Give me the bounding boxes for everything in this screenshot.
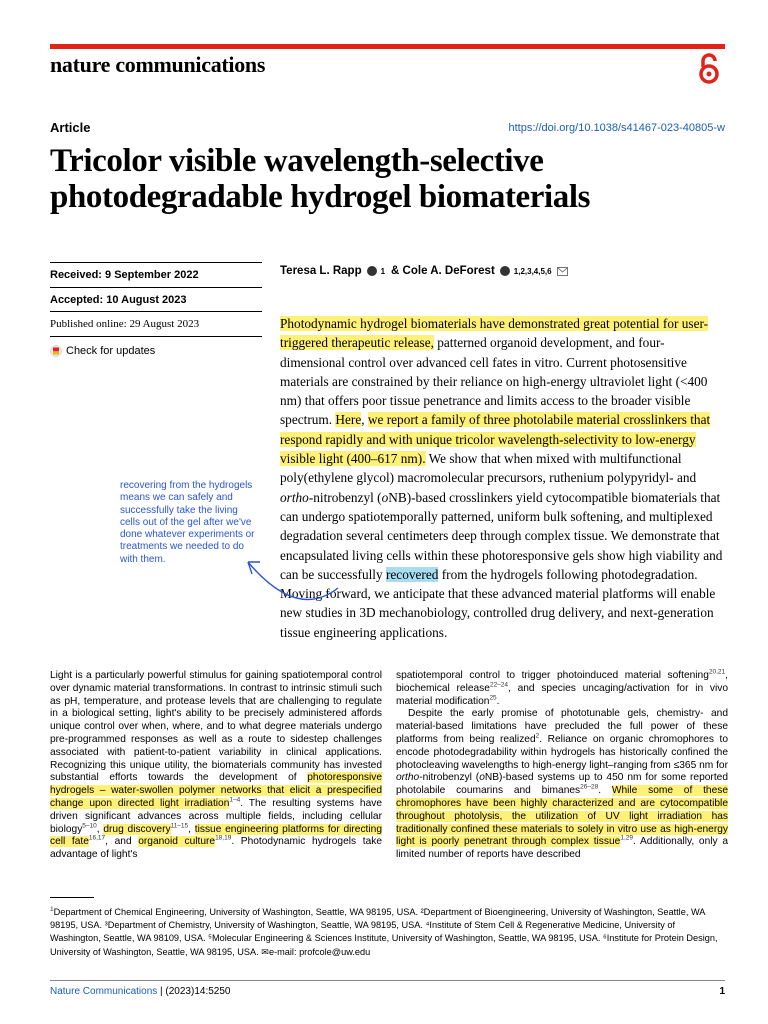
abstract-text: -nitrobenzyl ( [308, 489, 382, 505]
footnote-email[interactable]: e-mail: profcole@uw.edu [268, 946, 371, 957]
body-italic: o [479, 772, 485, 784]
reference[interactable]: 26–28 [580, 783, 599, 791]
body-text: Light is a particularly powerful stimulus for gaining spatiotemporal control over dynamic material transformations. In contrast to intrinsic stimuli such as pH, temperature, and protease levels that are challenging to regulate in a biological setting, light's ability to be precisely administered affords unique control over when, where, and to what degree materials undergo pre-programmed responses as well as a route to sidestep challenges associated with patient-to-patient variability in clinical applications. Recognizing this unique utility, the biomaterials community has invested substantial efforts towards the development of [50, 670, 382, 784]
article-type: Article [50, 120, 91, 135]
body-column-left [50, 670, 382, 862]
body-text: . Additionally, only a limited number of reports have described [396, 836, 728, 861]
accepted-date: Accepted: 10 August 2023 [50, 287, 262, 306]
body-text: . Photodynamic hydrogels take advantage of light's [50, 836, 382, 861]
body-text: Despite the early promise of phototunable gels, chemistry- and material-based limitations have precluded the full power of these platforms from being realized [396, 708, 728, 745]
reference[interactable]: 1–4 [229, 796, 241, 804]
body-text: , biochemical release [396, 670, 728, 694]
footer-rule [50, 980, 725, 981]
blue-highlight: recovered [385, 566, 439, 582]
orcid-icon[interactable] [367, 266, 377, 276]
margin-annotation: recovering from the hydrogels means we can safely and successfully take the living cells out of the gel after we've done whatever experiments or treatments we needed to do with them. [120, 480, 255, 565]
doi-link[interactable]: https://doi.org/10.1038/s41467-023-40805-w [508, 122, 725, 134]
check-updates-row[interactable] [50, 336, 262, 357]
body-text: . [598, 785, 612, 797]
article-title: Tricolor visible wavelength-selective photodegradable hydrogel biomaterials [50, 143, 591, 215]
footer-journal[interactable]: Nature Communications [50, 986, 158, 997]
reference[interactable]: 11–15 [170, 822, 189, 830]
highlight: While some of these chromophores have been highly characterized and are cytocompatible throughout photolysis, the utilization of UV light irradiation has traditionally confined these materials to solely in vitro use as high-energy light is poorly penetrant through complex tissue [396, 785, 728, 848]
highlight: Here [335, 412, 362, 428]
footer-citation [50, 986, 230, 997]
reference[interactable]: 2 [535, 732, 540, 740]
header-red-rule [50, 44, 725, 49]
author-deforest[interactable]: & Cole A. DeForest [391, 265, 495, 277]
body-text: -nitrobenzyl ( [419, 772, 480, 784]
abstract-text: patterned organoid development, and four-dimensional control over advanced cell fates in vitro. Current photosensitive materials are constrained by their reliance on high-energy ultraviolet light (<400 nm) that offers poor tissue penetrance and limits access to the broader visible spectrum. [280, 335, 708, 428]
check-updates-label: Check for updates [66, 345, 156, 357]
body-text: . [496, 695, 500, 707]
reference[interactable]: 22–24 [489, 681, 509, 689]
page-number: 1 [719, 986, 725, 997]
footer-volume: | (2023)14:5250 [157, 986, 231, 997]
email-icon: ✉ [261, 946, 269, 957]
footnote-rule [50, 897, 94, 898]
affil-sup: 1 [50, 905, 54, 913]
body-column-right [396, 670, 728, 862]
affil-sup: 1,2,3,4,5,6 [513, 266, 552, 276]
highlight: we report a family of three photolabile material crosslinkers that respond rapidly and with unique tricolor wavelength-selectivity to low-energy visible light (400–617 nm). [280, 412, 711, 467]
abstract-text: We show that when mixed with multifunctional poly(ethylene glycol) macromolecular precursors, ruthenium polypyridyl- and [280, 451, 697, 486]
abstract-text: NB)-based crosslinkers yield cytocompatible biomaterials that can undergo spatiotemporally patterned, uniform bulk softening, and multiplexed degradation several centimeters deep through complex tissue. We demonstrate that encapsulated living cells within these photoresponsive gels show high viability and can be successfully [280, 489, 723, 582]
abstract-italic: o [381, 489, 389, 505]
body-text: , and [105, 836, 139, 848]
body-text: , and species uncaging/activation for in vivo material modification [396, 682, 728, 707]
affil-sup: 1 [380, 266, 386, 276]
body-text: spatiotemporal control to trigger photoinduced material softening [396, 670, 709, 681]
published-date: Published online: 29 August 2023 [50, 311, 262, 330]
highlight: Photodynamic hydrogel biomaterials have demonstrated great potential for user-triggered therapeutic release, [280, 316, 709, 351]
reference[interactable]: 5–10 [82, 822, 97, 830]
reference[interactable]: 20,21 [708, 668, 726, 676]
reference[interactable]: 16,17 [88, 834, 106, 842]
check-updates-icon [50, 345, 62, 357]
abstract [280, 314, 724, 642]
body-text: . The resulting systems have driven significant advances across multiple fields, including cellular biology [50, 797, 383, 835]
reference[interactable]: 25 [489, 694, 497, 702]
author-list [280, 265, 568, 277]
body-text: . Reliance on organic chromophores to encode photodegradability within hydrogels has historically confined the photocleaving wavelengths to high-energy light–ranging from ≤365 nm for [396, 733, 728, 771]
abstract-text: , [361, 412, 368, 428]
highlight: tissue engineering platforms for directing cell fate [50, 823, 382, 848]
orcid-icon[interactable] [500, 266, 510, 276]
reference[interactable]: 18,19 [215, 834, 232, 842]
received-date: Received: 9 September 2022 [50, 262, 262, 281]
abstract-italic: ortho [280, 489, 309, 505]
reference[interactable]: 1,29 [620, 834, 633, 842]
author-rapp[interactable]: Teresa L. Rapp [280, 265, 362, 277]
open-access-icon[interactable] [696, 52, 722, 86]
journal-name: nature communications [50, 52, 266, 77]
highlight: organoid culture [138, 836, 216, 848]
body-text: , [188, 823, 195, 835]
email-icon[interactable] [557, 267, 568, 276]
footnote-text: Department of Chemical Engineering, University of Washington, Seattle, WA 98195, USA. ²Department of Bioengineering, University of Washington, Seattle, WA 98195, USA. ³Department of Chemistry, University of Washington, Seattle, WA 98195, USA. ⁴Institute of Stem Cell & Regenerative Medicine, University of Washington, Seattle, WA 98109, USA. ⁵Molecular Engineering & Sciences Institute, University of Washington, Seattle, WA 98195, USA. ⁶Institute for Protein Design, University of Washington, Seattle, WA 98195, USA. [50, 907, 718, 957]
highlight: photoresponsive hydrogels – water-swollen polymer networks that elicit a prespecified change upon directed light irradiation [50, 772, 382, 809]
annotation-arrow [230, 550, 340, 620]
body-italic: ortho [396, 772, 420, 784]
body-text: NB)-based systems up to 450 nm for some reported photolabile coumarins and bimanes [396, 772, 728, 797]
abstract-text: from the hydrogels following photodegradation. Moving forward, we anticipate that these advanced material platforms will enable new studies in 3D mechanobiology, controlled drug delivery, and next-generation tissue engineering applications. [280, 566, 716, 640]
affiliations-footnote [50, 906, 725, 959]
body-text: , [96, 823, 104, 835]
highlight: drug discovery [103, 823, 171, 835]
